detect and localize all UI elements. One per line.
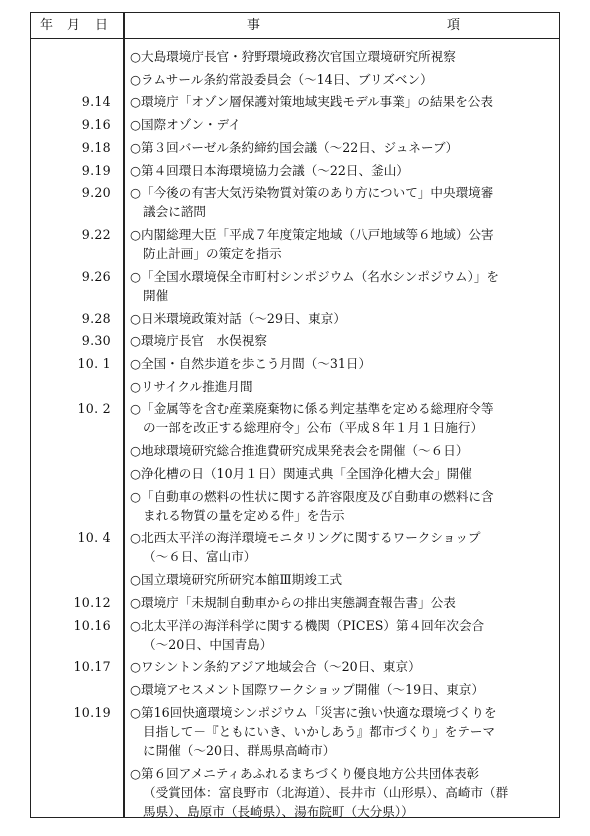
row-date: 10. 4 xyxy=(77,530,111,546)
row-event xyxy=(130,528,550,566)
header-year: 年 xyxy=(40,18,54,33)
event-line: ○日米環境政策対話（～29日、東京） xyxy=(130,310,346,326)
event-line: ○大島環境庁長官・狩野環境政務次官国立環境研究所視察 xyxy=(130,49,456,64)
table-row xyxy=(31,47,559,66)
event-line: ○第４回環日本海環境協力会議（～22日、釜山） xyxy=(130,162,409,178)
table-row xyxy=(31,399,559,437)
row-date: 10. 2 xyxy=(77,401,111,417)
event-line: ○ラムサール条約常設委員会（～14日、ブリズベン） xyxy=(130,71,433,87)
row-event xyxy=(130,138,550,157)
row-event xyxy=(130,47,550,66)
row-event xyxy=(130,570,550,589)
event-line: 防止計画」の策定を指示 xyxy=(143,246,282,262)
event-line: ○環境庁「オゾン層保護対策地域実践モデル事業」の結果を公表 xyxy=(130,94,493,110)
table-row xyxy=(31,267,559,305)
row-event xyxy=(130,764,550,821)
table-row xyxy=(31,703,559,760)
row-event xyxy=(130,377,550,396)
event-line: ○ワシントン条約アジア地域会合（～20日、東京） xyxy=(130,659,421,675)
event-line: ○「金属等を含む産業廃棄物に係る判定基準を定める総理府令等 xyxy=(130,401,494,417)
table-row xyxy=(31,616,559,654)
event-line: ○北西太平洋の海洋環境モニタリングに関するワークショップ xyxy=(130,530,481,546)
row-date: 9.16 xyxy=(81,117,111,133)
header-event-1: 事 xyxy=(247,18,261,33)
event-line: ○環境庁「未規制自動車からの排出実態調査報告書」公表 xyxy=(130,594,456,610)
row-event xyxy=(130,354,550,373)
table-row xyxy=(31,115,559,134)
row-event xyxy=(130,70,550,89)
table-row xyxy=(31,593,559,612)
row-date: 10.19 xyxy=(73,704,111,720)
row-date: 9.14 xyxy=(81,94,111,110)
event-line: 議会に諮問 xyxy=(143,204,206,220)
row-event xyxy=(130,680,550,699)
table-row xyxy=(31,161,559,180)
row-date: 10.17 xyxy=(73,659,111,675)
table-row xyxy=(31,764,559,821)
event-line: に開催（～20日、群馬県高崎市） xyxy=(143,742,336,758)
row-date: 9.20 xyxy=(81,185,111,201)
table-row xyxy=(31,528,559,566)
table-row xyxy=(31,464,559,483)
event-line: 馬県）、島原市（長崎県）、湯布院町（大分県）） xyxy=(143,803,414,819)
event-line: （～20日、中国青島） xyxy=(143,636,273,652)
row-event xyxy=(130,703,550,760)
row-event xyxy=(130,92,550,111)
event-line: （受賞団体：富良野市（北海道）、長井市（山形県）、高崎市（群 xyxy=(143,784,509,800)
table-row xyxy=(31,92,559,111)
row-date: 10.12 xyxy=(73,594,111,610)
header-month: 月 xyxy=(67,18,81,33)
row-date: 9.30 xyxy=(81,333,111,349)
event-line: まれる物質の量を定める件」を告示 xyxy=(143,507,345,523)
row-event xyxy=(130,657,550,676)
chronology-table xyxy=(30,12,560,818)
event-line: ○国際オゾン・デイ xyxy=(130,117,241,133)
row-event xyxy=(130,399,550,437)
header-day: 日 xyxy=(95,18,109,33)
table-row xyxy=(31,331,559,350)
row-event xyxy=(130,593,550,612)
table-row xyxy=(31,377,559,396)
table-row xyxy=(31,487,559,525)
table-row xyxy=(31,354,559,373)
event-line: ○全国・自然歩道を歩こう月間（～31日） xyxy=(130,356,372,371)
table-row xyxy=(31,138,559,157)
row-event xyxy=(130,487,550,525)
table-header xyxy=(31,13,559,39)
table-row xyxy=(31,441,559,460)
event-line: ○北太平洋の海洋科学に関する機関（PICES）第４回年次会合 xyxy=(130,617,485,633)
row-event xyxy=(130,616,550,654)
event-line: ○第３回バーゼル条約締約国会議（～22日、ジュネーブ） xyxy=(130,139,459,155)
event-line: ○リサイクル推進月間 xyxy=(130,378,253,394)
event-line: ○地球環境研究総合推進費研究成果発表会を開催（～６日） xyxy=(130,443,469,459)
table-row xyxy=(31,570,559,589)
event-line: 目指して－『ともにいき、いかしあう』都市づくり」をテーマ xyxy=(143,723,496,739)
table-row xyxy=(31,183,559,221)
table-row xyxy=(31,225,559,263)
table-row xyxy=(31,309,559,328)
row-event xyxy=(130,309,550,328)
row-date: 9.18 xyxy=(81,139,111,155)
row-date: 10.16 xyxy=(73,617,111,633)
event-line: ○浄化槽の日（10月１日）関連式典「全国浄化槽大会」開催 xyxy=(130,465,472,481)
row-event xyxy=(130,225,550,263)
row-event xyxy=(130,267,550,305)
event-line: ○「今後の有害大気汚染物質対策のあり方について」中央環境審 xyxy=(130,185,494,201)
event-line: の一部を改正する総理府令」公布（平成８年１月１日施行） xyxy=(143,420,484,436)
event-line: ○環境庁長官 水俣視察 xyxy=(130,333,267,349)
row-date: 9.26 xyxy=(81,268,111,284)
row-date: 9.22 xyxy=(81,227,111,242)
row-event xyxy=(130,115,550,134)
date-column-header xyxy=(31,13,123,39)
row-event xyxy=(130,441,550,460)
event-column-header xyxy=(125,13,559,39)
row-event xyxy=(130,183,550,221)
table-row xyxy=(31,680,559,699)
table-row xyxy=(31,657,559,676)
event-line: ○「全国水環境保全市町村シンポジウム（名水シンポジウム）」を xyxy=(130,268,500,284)
row-event xyxy=(130,331,550,350)
event-line: ○国立環境研究所研究本館Ⅲ期竣工式 xyxy=(130,572,343,588)
row-date: 10. 1 xyxy=(77,356,111,371)
header-event-2: 項 xyxy=(447,18,461,33)
event-line: ○第６回アメニティあふれるまちづくり優良地方公共団体表彰 xyxy=(130,765,480,781)
event-line: ○第16回快適環境シンポジウム「災害に強い快適な環境づくりを xyxy=(130,704,497,720)
event-line: 開催 xyxy=(143,287,169,303)
event-line: ○「自動車の燃料の性状に関する許容限度及び自動車の燃料に含 xyxy=(130,488,494,504)
table-row xyxy=(31,70,559,89)
event-line: ○内閣総理大臣「平成７年度策定地域（八戸地域等６地域）公害 xyxy=(130,227,494,242)
row-date: 9.28 xyxy=(81,310,111,326)
row-event xyxy=(130,161,550,180)
event-line: ○環境アセスメント国際ワークショップ開催（～19日、東京） xyxy=(130,682,485,698)
row-date: 9.19 xyxy=(81,162,111,178)
event-line: （～６日、富山市） xyxy=(143,549,257,565)
row-event xyxy=(130,464,550,483)
